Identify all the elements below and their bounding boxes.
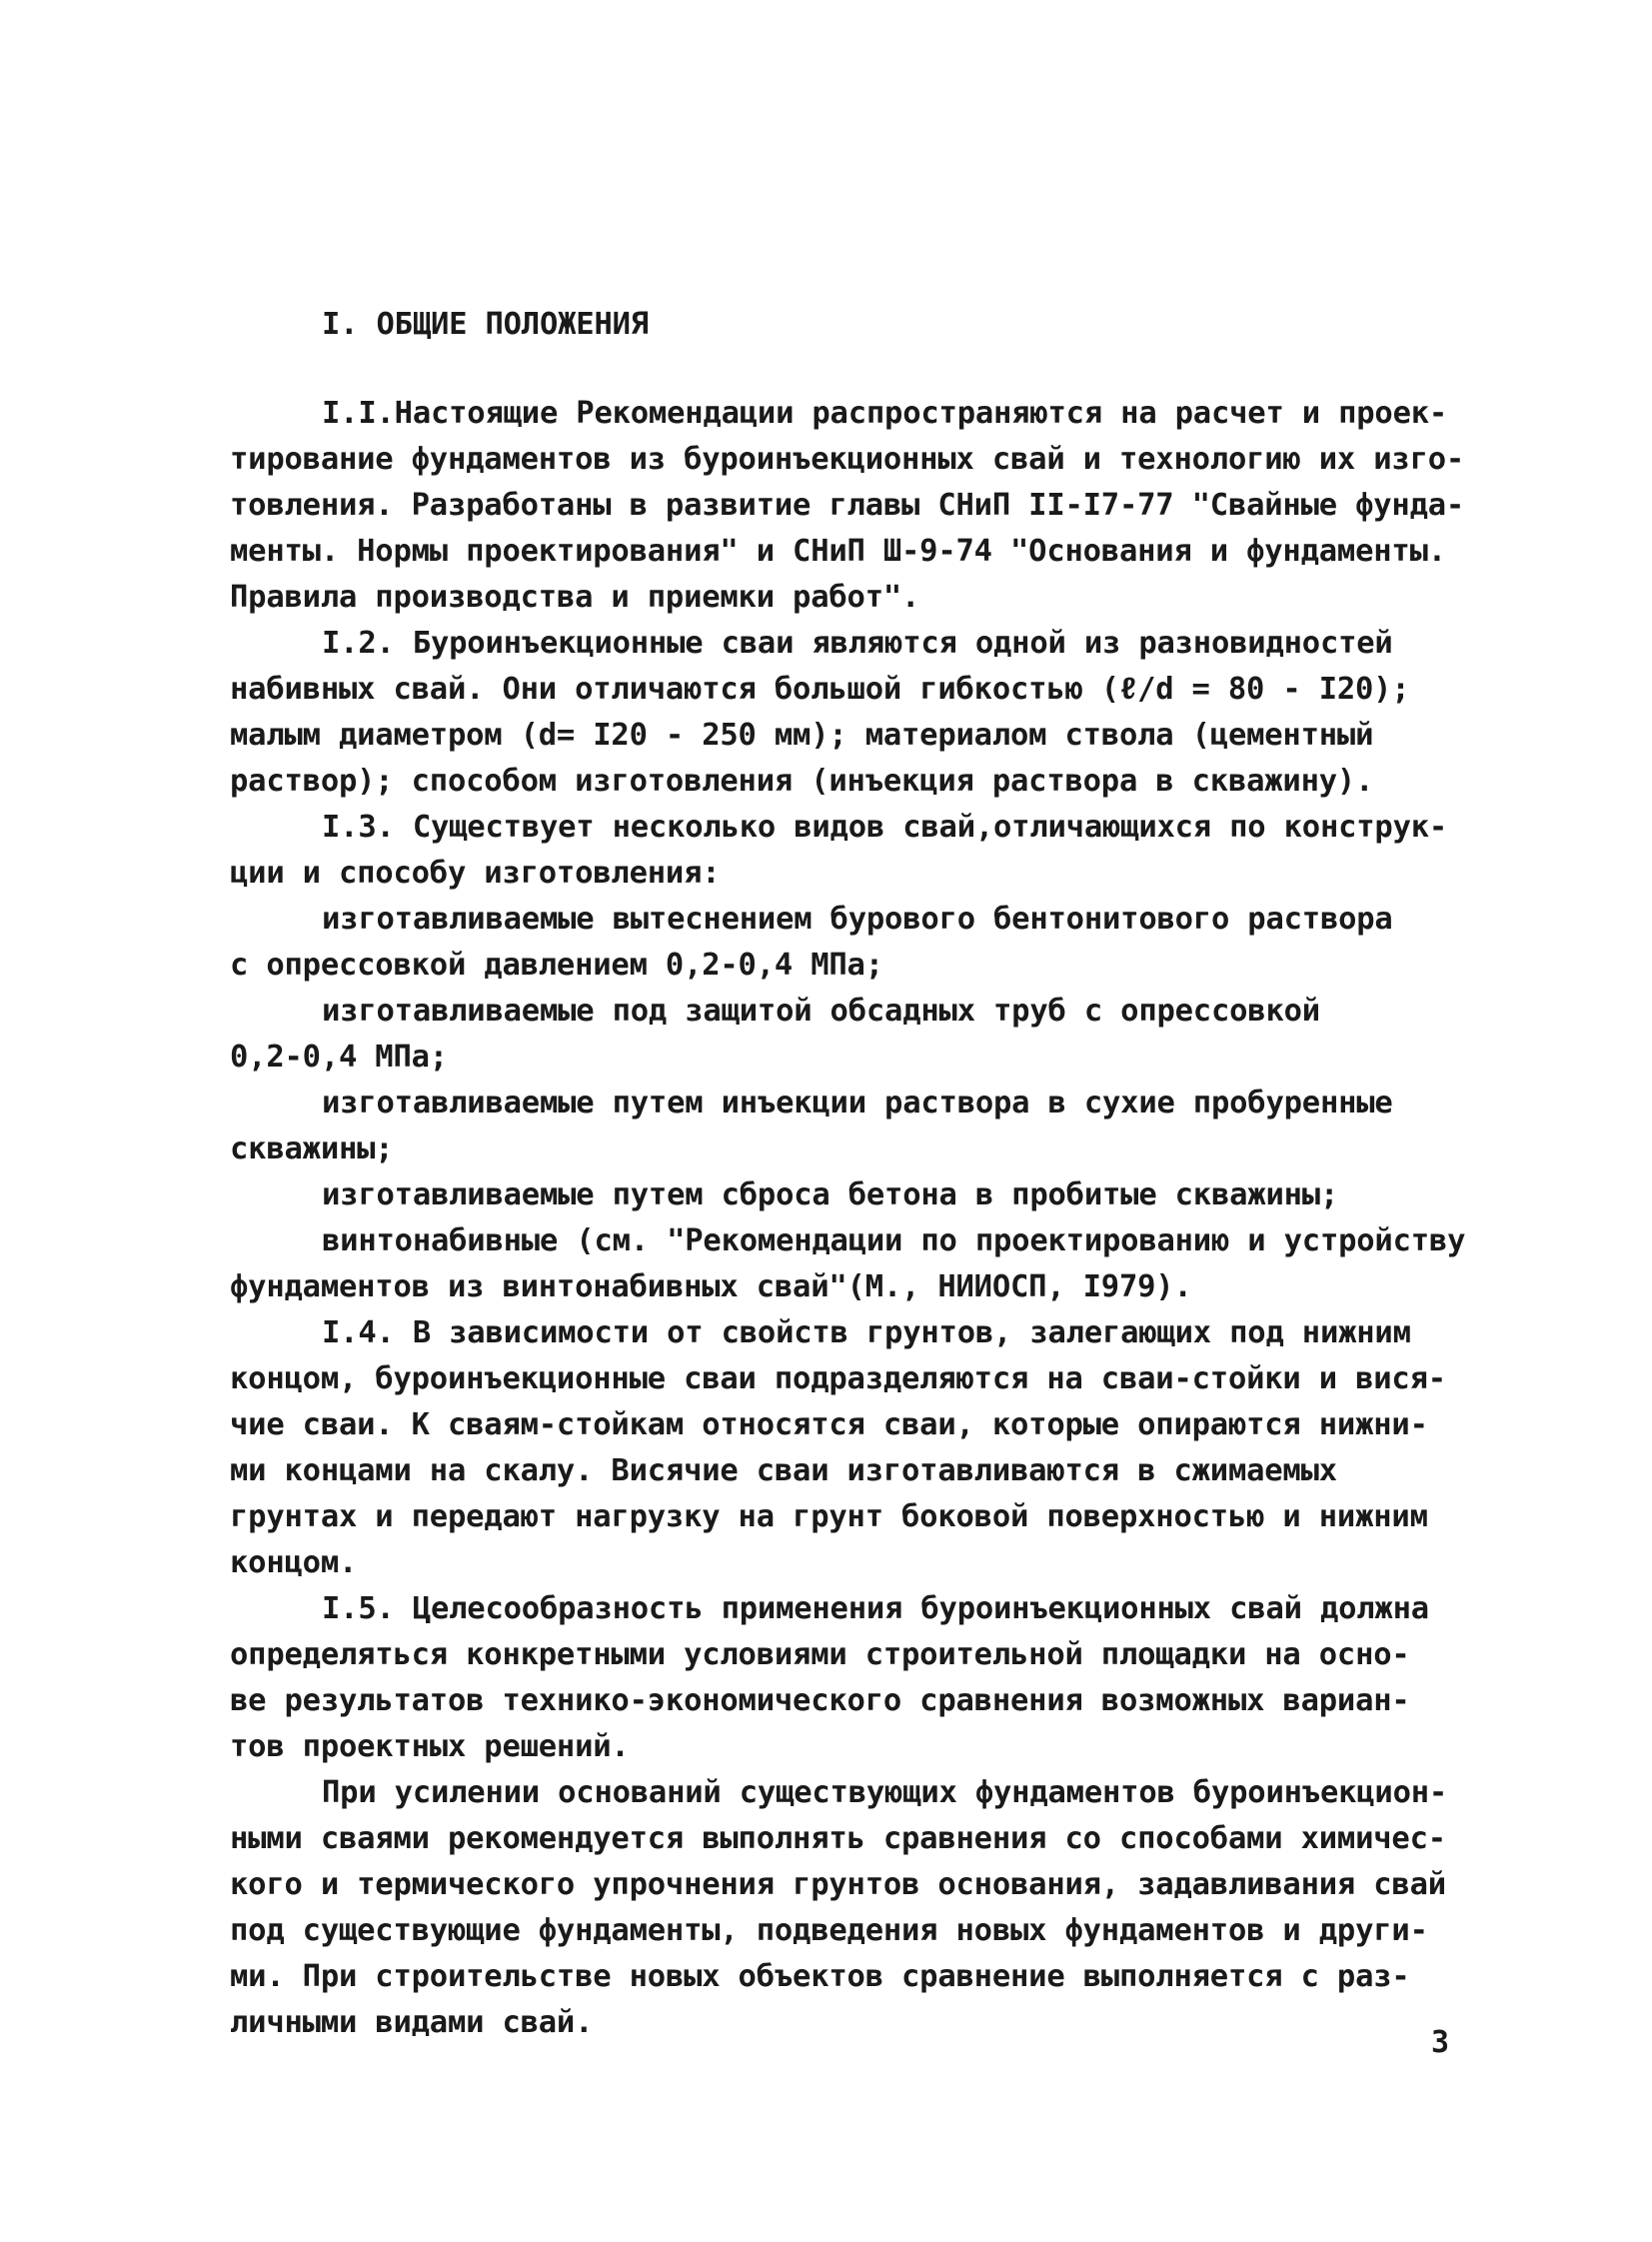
page-number: 3 <box>1431 2025 1450 2060</box>
list-item-line: с опрессовкой давлением 0,2-0,4 МПа; <box>230 948 883 983</box>
paragraph-line: ными сваями рекомендуется выполнять сравнения со способами химичес- <box>230 1821 1446 1856</box>
paragraph-line: тов проектных решений. <box>230 1729 630 1764</box>
paragraph-line: менты. Нормы проектирования" и СНиП Ш-9-74 "Основания и фундаменты. <box>230 534 1446 569</box>
paragraph-line: I.3. Существует несколько видов свай,отличающихся по конструк- <box>322 810 1448 845</box>
list-item-line: 0,2-0,4 МПа; <box>230 1040 448 1075</box>
paragraph-line: кого и термического упрочнения грунтов основания, задавливания свай <box>230 1867 1446 1902</box>
paragraph-line: товления. Разработаны в развитие главы СНиП II-I7-77 "Свайные фунда- <box>230 488 1465 523</box>
paragraph-line: личными видами свай. <box>230 2005 594 2040</box>
paragraph-line: под существующие фундаменты, подведения новых фундаментов и други- <box>230 1913 1428 1948</box>
paragraph-line: Правила производства и приемки работ". <box>230 580 920 615</box>
list-item-line: фундаментов из винтонабивных свай"(М., НИИОСП, I979). <box>230 1269 1192 1304</box>
list-item-line: винтонабивные (см. "Рекомендации по проектированию и устройству <box>322 1223 1466 1258</box>
paragraph-line: При усилении оснований существующих фундаментов буроинъекцион- <box>322 1775 1448 1810</box>
section-heading: I. ОБЩИЕ ПОЛОЖЕНИЯ <box>322 307 649 342</box>
list-item-line: скважины; <box>230 1131 394 1166</box>
paragraph-line: набивных свай. Они отличаются большой гибкостью (ℓ/d = 80 - I20); <box>230 672 1410 707</box>
list-item-line: изготавливаемые путем сброса бетона в пробитые скважины; <box>322 1177 1339 1212</box>
paragraph-line: чие сваи. К сваям-стойкам относятся сваи, которые опираются нижни- <box>230 1407 1428 1442</box>
paragraph-line: концом. <box>230 1545 358 1580</box>
paragraph-line: раствор); способом изготовления (инъекция раствора в скважину). <box>230 764 1374 799</box>
paragraph-line: концом, буроинъекционные сваи подразделяются на сваи-стойки и вися- <box>230 1361 1446 1396</box>
paragraph-line: I.2. Буроинъекционные сваи являются одной из разновидностей <box>322 626 1393 661</box>
paragraph-line: тирование фундаментов из буроинъекционных свай и технологию их изго- <box>230 442 1465 477</box>
paragraph-line: I.5. Целесообразность применения буроинъекционных свай должна <box>322 1591 1429 1626</box>
list-item-line: изготавливаемые вытеснением бурового бентонитового раствора <box>322 902 1393 937</box>
paragraph-line: ве результатов технико-экономического сравнения возможных вариан- <box>230 1683 1410 1718</box>
paragraph-line: I.I.Настоящие Рекомендации распространяются на расчет и проек- <box>322 396 1448 431</box>
list-item-line: изготавливаемые под защитой обсадных труб с опрессовкой <box>322 994 1320 1029</box>
paragraph-line: I.4. В зависимости от свойств грунтов, залегающих под нижним <box>322 1315 1411 1350</box>
paragraph-line: определяться конкретными условиями строительной площадки на осно- <box>230 1637 1410 1672</box>
paragraph-line: ми концами на скалу. Висячие сваи изготавливаются в сжимаемых <box>230 1453 1337 1488</box>
paragraph-line: грунтах и передают нагрузку на грунт боковой поверхностью и нижним <box>230 1499 1428 1534</box>
paragraph-line: ми. При строительстве новых объектов сравнение выполняется с раз- <box>230 1959 1410 1994</box>
paragraph-line: малым диаметром (d= I20 - 250 мм); материалом ствола (цементный <box>230 718 1374 753</box>
paragraph-line: ции и способу изготовления: <box>230 856 721 891</box>
list-item-line: изготавливаемые путем инъекции раствора в сухие пробуренные <box>322 1086 1393 1121</box>
